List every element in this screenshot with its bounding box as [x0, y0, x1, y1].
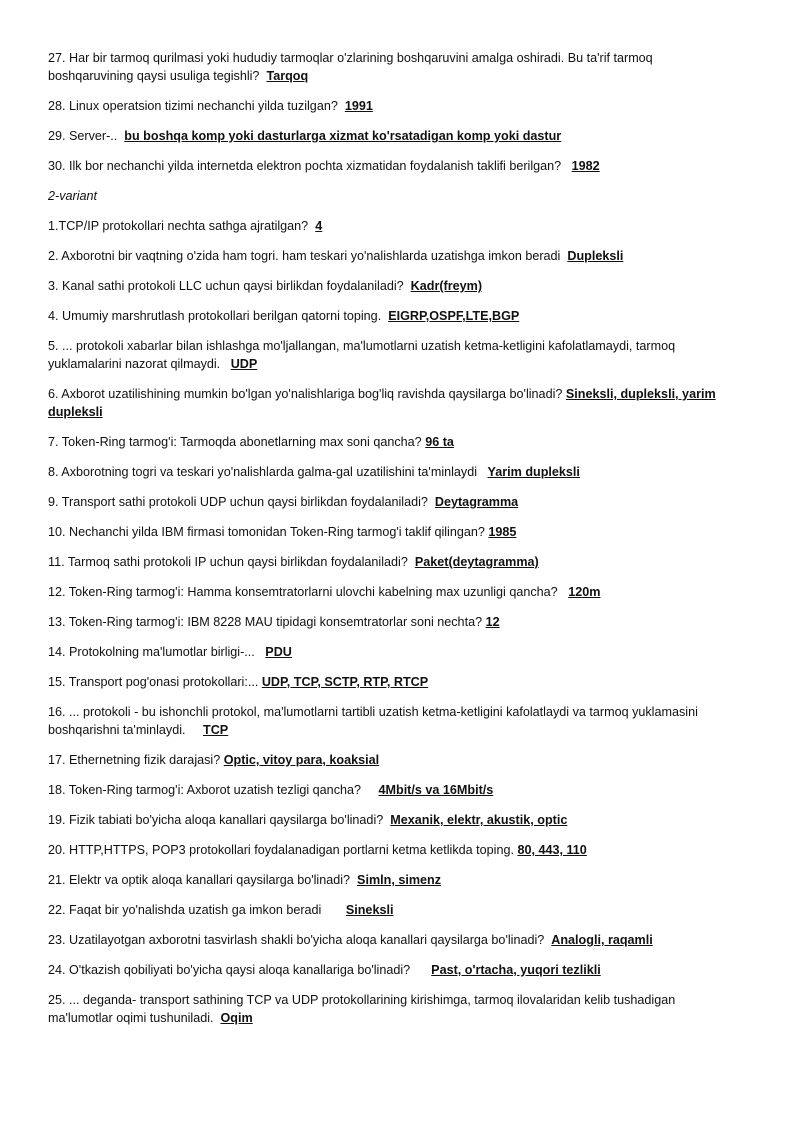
question-27 — [48, 49, 738, 85]
question-text: 16. ... protokoli - bu ishonchli protokol, ma'lumotlarni tartibli uzatish ketma-ketligini kafolatlaydi va tarmoq yuklamasini boshqarishni ta'minlaydi. — [48, 705, 698, 737]
answer-text: 96 ta — [425, 435, 454, 449]
answer-text: Optic, vitoy para, koaksial — [223, 753, 380, 767]
question-text: 15. Transport pog'onasi protokollari:... — [48, 675, 259, 689]
question-text: 12. Token-Ring tarmog'i: Hamma konsemtratorlarni ulovchi kabelning max uzunligi qancha? — [48, 585, 558, 599]
question-13 — [48, 613, 738, 631]
question-text: 17. Ethernetning fizik darajasi? — [48, 753, 221, 767]
question-text: 27. Har bir tarmoq qurilmasi yoki hududiy tarmoqlar o'zlarining boshqaruvini amalga oshiradi. Bu ta'rif tarmoq boshqaruvining qaysi usuliga tegishli? — [48, 51, 653, 83]
answer-text: Sineksli, dupleksli, yarim dupleksli — [48, 387, 716, 419]
question-2 — [48, 247, 738, 265]
question-25 — [48, 991, 738, 1027]
question-text: 28. Linux operatsion tizimi nechanchi yilda tuzilgan? — [48, 99, 338, 113]
question-text: 1.TCP/IP protokollari nechta sathga ajratilgan? — [48, 219, 309, 233]
question-text: 20. HTTP,HTTPS, POP3 protokollari foydalanadigan portlarni ketma ketlikda toping. — [48, 843, 514, 857]
answer-text: Tarqoq — [266, 69, 309, 83]
question-text: 3. Kanal sathi protokoli LLC uchun qaysi birlikdan foydalaniladi? — [48, 279, 404, 293]
question-text: 21. Elektr va optik aloqa kanallari qaysilarga bo'linadi? — [48, 873, 351, 887]
answer-text: 4Mbit/s va 16Mbit/s — [378, 783, 494, 797]
question-text: 22. Faqat bir yo'nalishda uzatish ga imkon beradi — [48, 903, 322, 917]
question-text: 18. Token-Ring tarmog'i: Axborot uzatish tezligi qancha? — [48, 783, 361, 797]
question-text: 10. Nechanchi yilda IBM firmasi tomonidan Token-Ring tarmog'i taklif qilingan? — [48, 525, 485, 539]
question-17 — [48, 751, 738, 769]
answer-text: Past, o'rtacha, yuqori tezlikli — [431, 963, 601, 977]
answer-text: Deytagramma — [434, 495, 519, 509]
question-3 — [48, 277, 738, 295]
question-23 — [48, 931, 738, 949]
question-text: 2. Axborotni bir vaqtning o'zida ham togri. ham teskari yo'nalishlarda uzatishga imkon beradi — [48, 249, 561, 263]
question-text: 24. O'tkazish qobiliyati bo'yicha qaysi aloqa kanallariga bo'linadi? — [48, 963, 411, 977]
question-16 — [48, 703, 738, 739]
answer-text: Oqim — [220, 1011, 253, 1025]
question-text: 6. Axborot uzatilishining mumkin bo'lgan yo'nalishlariga bog'liq ravishda qaysilarga bo'linadi? — [48, 387, 563, 401]
answer-text: Sineksli — [345, 903, 394, 917]
question-29 — [48, 127, 738, 145]
answer-text: PDU — [265, 645, 292, 659]
question-text: 29. Server-.. — [48, 129, 118, 143]
question-text: 4. Umumiy marshrutlash protokollari berilgan qatorni toping. — [48, 309, 382, 323]
question-22 — [48, 901, 738, 919]
answer-text: 120m — [568, 585, 601, 599]
question-19 — [48, 811, 738, 829]
question-20 — [48, 841, 738, 859]
question-text: 19. Fizik tabiati bo'yicha aloqa kanallari qaysilarga bo'linadi? — [48, 813, 384, 827]
answer-text: 12 — [485, 615, 500, 629]
question-24 — [48, 961, 738, 979]
section-title: 2-variant — [48, 189, 97, 203]
question-text: 9. Transport sathi protokoli UDP uchun qaysi birlikdan foydalaniladi? — [48, 495, 428, 509]
answer-text: TCP — [203, 723, 229, 737]
question-text: 30. Ilk bor nechanchi yilda internetda elektron pochta xizmatidan foydalanish taklifi berilgan? — [48, 159, 562, 173]
question-text: 7. Token-Ring tarmog'i: Tarmoqda abonetlarning max soni qancha? — [48, 435, 422, 449]
question-28 — [48, 97, 738, 115]
question-1 — [48, 217, 738, 235]
question-6 — [48, 385, 738, 421]
question-5 — [48, 337, 738, 373]
question-text: 14. Protokolning ma'lumotlar birligi-... — [48, 645, 255, 659]
question-text: 11. Tarmoq sathi protokoli IP uchun qaysi birlikdan foydalaniladi? — [48, 555, 408, 569]
answer-text: UDP, TCP, SCTP, RTP, RTCP — [261, 675, 429, 689]
answer-text: 1985 — [488, 525, 517, 539]
answer-text: UDP — [230, 357, 258, 371]
answer-text: bu boshqa komp yoki dasturlarga xizmat ko'rsatadigan komp yoki dastur — [124, 129, 562, 143]
question-30 — [48, 157, 738, 175]
question-text: 5. ... protokoli xabarlar bilan ishlashga mo'ljallangan, ma'lumotlarni uzatish ketma-ketligini kafolatlamaydi, tarmoq yuklamalarini nazorat qilmaydi. — [48, 339, 676, 371]
question-18 — [48, 781, 738, 799]
answer-text: 1991 — [344, 99, 373, 113]
answer-text: 1982 — [571, 159, 600, 173]
answer-text: 4 — [315, 219, 323, 233]
question-text: 8. Axborotning togri va teskari yo'nalishlarda galma-gal uzatilishini ta'minlaydi — [48, 465, 478, 479]
question-9 — [48, 493, 738, 511]
question-11 — [48, 553, 738, 571]
answer-text: EIGRP,OSPF,LTE,BGP — [388, 309, 520, 323]
document-page — [48, 49, 738, 1039]
question-21 — [48, 871, 738, 889]
question-12 — [48, 583, 738, 601]
question-text: 25. ... deganda- transport sathining TCP va UDP protokollarining kirishimga, tarmoq ilovalaridan kelib tushadigan ma'lumotlar oqimi tushuniladi. — [48, 993, 676, 1025]
question-8 — [48, 463, 738, 481]
question-text: 23. Uzatilayotgan axborotni tasvirlash shakli bo'yicha aloqa kanallari qaysilarga bo'linadi? — [48, 933, 545, 947]
question-7 — [48, 433, 738, 451]
question-10 — [48, 523, 738, 541]
answer-text: Analogli, raqamli — [551, 933, 653, 947]
answer-text: Dupleksli — [567, 249, 624, 263]
answer-text: Kadr(freym) — [410, 279, 483, 293]
question-4 — [48, 307, 738, 325]
answer-text: Mexanik, elektr, akustik, optic — [390, 813, 568, 827]
answer-text: Yarim dupleksli — [487, 465, 580, 479]
question-text: 13. Token-Ring tarmog'i: IBM 8228 MAU tipidagi konsemtratorlar soni nechta? — [48, 615, 483, 629]
question-15 — [48, 673, 738, 691]
answer-text: 80, 443, 110 — [517, 843, 587, 857]
answer-text: Simln, simenz — [357, 873, 442, 887]
question-14 — [48, 643, 738, 661]
answer-text: Paket(deytagramma) — [414, 555, 539, 569]
